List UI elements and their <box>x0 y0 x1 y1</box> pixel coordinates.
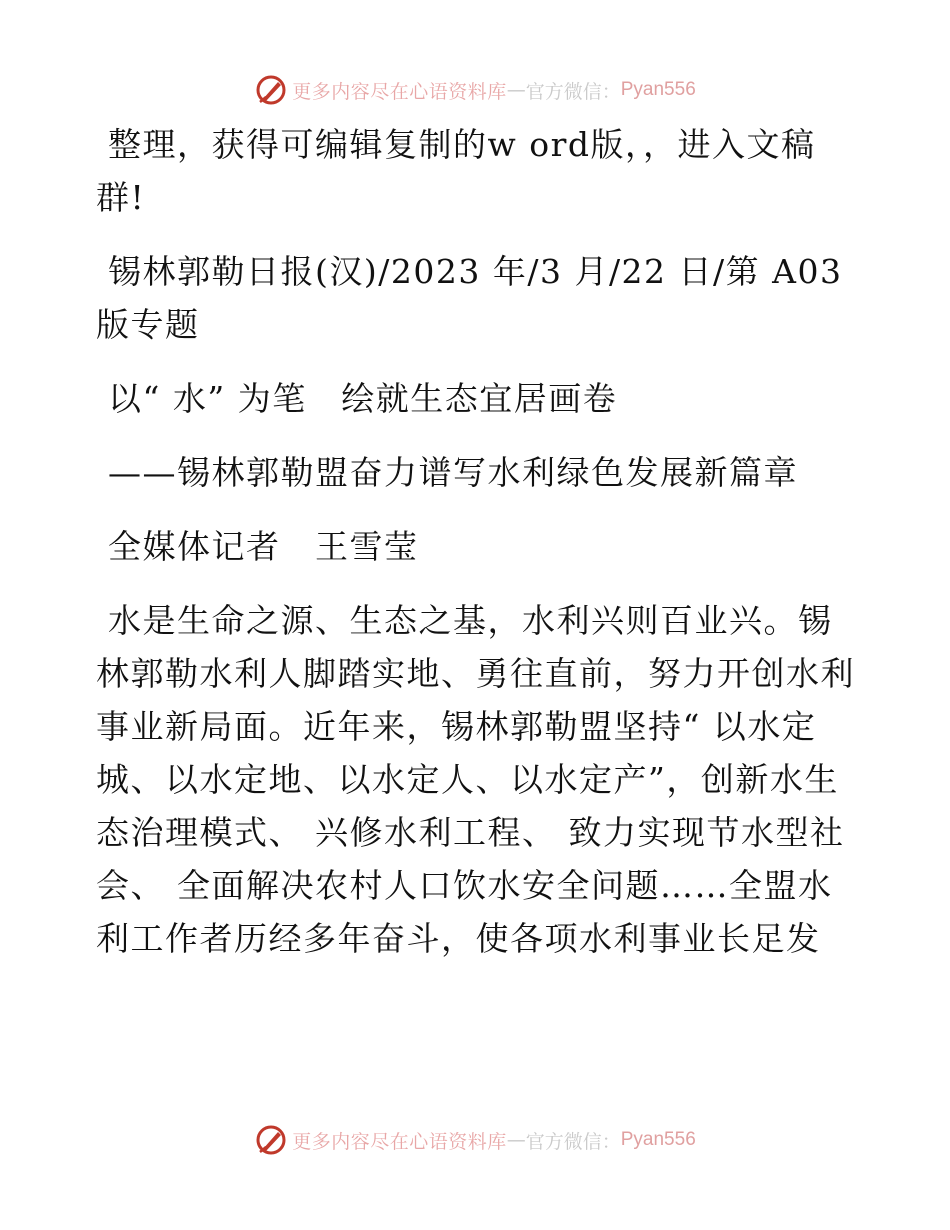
author-line: 全媒体记者 王雪莹 <box>108 527 419 566</box>
top-watermark-banner <box>0 72 950 108</box>
banner-separator: — <box>506 79 526 101</box>
banner-main-text: 更多内容尽在心语资料库 <box>292 1130 507 1153</box>
banner-sub-text: 官方微信： <box>525 80 621 103</box>
banner-separator: — <box>506 1129 526 1151</box>
body-paragraph: 水是生命之源、生态之基，水利兴则百业兴。锡林郭勒水利人脚踏实地、勇往直前，努力开创水利事业新局面。近年来，锡林郭勒盟坚持“ 以水定城、以水定地、以水定人、以水定产”，创新水生态治理模式、 兴修水利工程、 致力实现节水型社会、 全面解决农村人口饮水安全问题……全盟水利工作者历经多年奋斗，使各项水利事业长足发 <box>96 601 855 958</box>
quill-logo-icon <box>254 73 288 107</box>
banner-wechat-id: Pyan556 <box>620 1129 696 1150</box>
bottom-watermark-banner <box>0 1122 950 1158</box>
banner-wechat-id: Pyan556 <box>620 79 696 100</box>
document-body <box>96 118 856 986</box>
article-subtitle: ——锡林郭勒盟奋力谱写水利绿色发展新篇章 <box>108 453 798 492</box>
source-line: 锡林郭勒日报(汉)/2023 年/3 月/22 日/第 A03 版专题 <box>96 252 843 344</box>
banner-sub-text: 官方微信： <box>525 1130 621 1153</box>
quill-logo-icon <box>254 1123 288 1157</box>
intro-note: 整理，获得可编辑复制的w ord版，，进入文稿群! <box>96 125 816 217</box>
article-title: 以“ 水” 为笔 绘就生态宜居画卷 <box>108 379 618 418</box>
banner-main-text: 更多内容尽在心语资料库 <box>292 80 507 103</box>
